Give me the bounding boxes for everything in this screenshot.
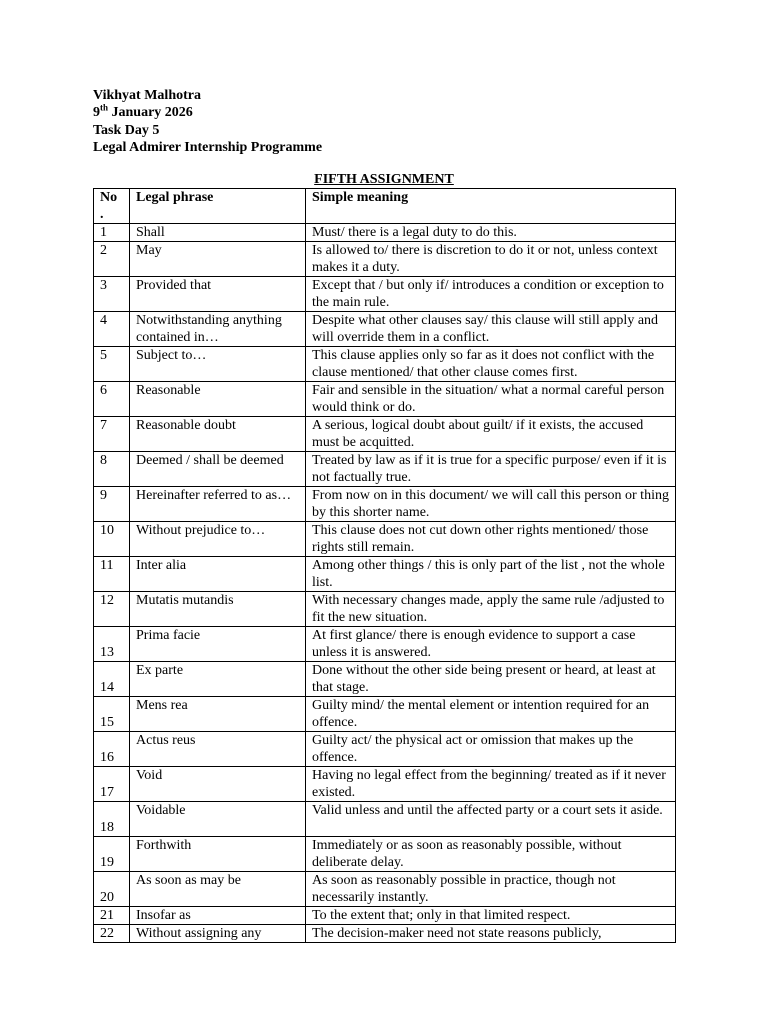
simple-meaning-cell: Treated by law as if it is true for a specific purpose/ even if it is not factually true. xyxy=(306,452,676,487)
table-header-row xyxy=(94,189,676,224)
row-number: 10 xyxy=(94,522,130,557)
simple-meaning-cell: From now on in this document/ we will call this person or thing by this shorter name. xyxy=(306,487,676,522)
table-row xyxy=(94,277,676,312)
simple-meaning-cell: This clause does not cut down other rights mentioned/ those rights still remain. xyxy=(306,522,676,557)
legal-phrase-cell: Forthwith xyxy=(130,837,306,872)
table-row xyxy=(94,522,676,557)
table-row xyxy=(94,452,676,487)
legal-phrase-cell: Voidable xyxy=(130,802,306,837)
legal-phrase-cell: Prima facie xyxy=(130,627,306,662)
legal-phrase-cell: Mens rea xyxy=(130,697,306,732)
simple-meaning-cell: Fair and sensible in the situation/ what a normal careful person would think or do. xyxy=(306,382,676,417)
simple-meaning-cell: Having no legal effect from the beginning/ treated as if it never existed. xyxy=(306,767,676,802)
column-header-phrase: Legal phrase xyxy=(130,189,306,224)
column-header-no-text: No xyxy=(100,190,118,205)
table-row xyxy=(94,627,676,662)
table-row xyxy=(94,767,676,802)
simple-meaning-cell: Among other things / this is only part of the list , not the whole list. xyxy=(306,557,676,592)
legal-phrase-cell: Without assigning any xyxy=(130,925,306,943)
simple-meaning-cell: Despite what other clauses say/ this clause will still apply and will override them in a conflict. xyxy=(306,312,676,347)
legal-phrase-cell: Ex parte xyxy=(130,662,306,697)
date-rest: January 2026 xyxy=(108,105,193,121)
table-row xyxy=(94,592,676,627)
row-number: 14 xyxy=(94,662,130,697)
row-number: 20 xyxy=(94,872,130,907)
table-row xyxy=(94,224,676,242)
table-row xyxy=(94,347,676,382)
simple-meaning-cell: A serious, logical doubt about guilt/ if it exists, the accused must be acquitted. xyxy=(306,417,676,452)
row-number: 2 xyxy=(94,242,130,277)
legal-phrase-cell: Mutatis mutandis xyxy=(130,592,306,627)
row-number: 3 xyxy=(94,277,130,312)
simple-meaning-cell: Guilty act/ the physical act or omission that makes up the offence. xyxy=(306,732,676,767)
legal-phrase-cell: Provided that xyxy=(130,277,306,312)
table-row xyxy=(94,382,676,417)
legal-phrase-cell: Reasonable doubt xyxy=(130,417,306,452)
author-name: Vikhyat Malhotra xyxy=(93,88,201,103)
column-header-meaning: Simple meaning xyxy=(306,189,676,224)
legal-phrase-cell: Actus reus xyxy=(130,732,306,767)
row-number: 5 xyxy=(94,347,130,382)
legal-phrase-cell: As soon as may be xyxy=(130,872,306,907)
row-number: 12 xyxy=(94,592,130,627)
legal-phrases-table xyxy=(93,188,676,943)
row-number: 8 xyxy=(94,452,130,487)
simple-meaning-cell: This clause applies only so far as it does not conflict with the clause mentioned/ that other clause comes first. xyxy=(306,347,676,382)
row-number: 21 xyxy=(94,907,130,925)
simple-meaning-cell: Done without the other side being present or heard, at least at that stage. xyxy=(306,662,676,697)
column-header-no xyxy=(94,189,130,224)
row-number: 6 xyxy=(94,382,130,417)
column-header-no-dot: . xyxy=(100,207,104,222)
row-number: 17 xyxy=(94,767,130,802)
legal-phrase-cell: Inter alia xyxy=(130,557,306,592)
legal-phrase-cell: Without prejudice to… xyxy=(130,522,306,557)
table-row xyxy=(94,872,676,907)
document-header xyxy=(93,87,322,157)
task-label: Task Day 5 xyxy=(93,122,160,138)
row-number: 1 xyxy=(94,224,130,242)
legal-phrase-cell: May xyxy=(130,242,306,277)
simple-meaning-cell: To the extent that; only in that limited respect. xyxy=(306,907,676,925)
table-row xyxy=(94,662,676,697)
simple-meaning-cell: Valid unless and until the affected party or a court sets it aside. xyxy=(306,802,676,837)
legal-phrase-cell: Subject to… xyxy=(130,347,306,382)
legal-phrase-cell: Void xyxy=(130,767,306,802)
table-row xyxy=(94,242,676,277)
row-number: 18 xyxy=(94,802,130,837)
table-row xyxy=(94,697,676,732)
row-number: 11 xyxy=(94,557,130,592)
legal-phrase-cell: Reasonable xyxy=(130,382,306,417)
date-day: 9 xyxy=(93,105,100,121)
table-row xyxy=(94,312,676,347)
legal-phrase-cell: Deemed / shall be deemed xyxy=(130,452,306,487)
simple-meaning-cell: Except that / but only if/ introduces a condition or exception to the main rule. xyxy=(306,277,676,312)
row-number: 19 xyxy=(94,837,130,872)
simple-meaning-cell: Guilty mind/ the mental element or intention required for an offence. xyxy=(306,697,676,732)
simple-meaning-cell: Immediately or as soon as reasonably possible, without deliberate delay. xyxy=(306,837,676,872)
row-number: 15 xyxy=(94,697,130,732)
row-number: 4 xyxy=(94,312,130,347)
simple-meaning-cell: At first glance/ there is enough evidence to support a case unless it is answered. xyxy=(306,627,676,662)
assignment-title: FIFTH ASSIGNMENT xyxy=(314,172,454,187)
programme-name: Legal Admirer Internship Programme xyxy=(93,140,323,156)
row-number: 13 xyxy=(94,627,130,662)
table-row xyxy=(94,907,676,925)
row-number: 9 xyxy=(94,487,130,522)
table-row xyxy=(94,802,676,837)
simple-meaning-cell: Must/ there is a legal duty to do this. xyxy=(306,224,676,242)
legal-phrase-cell: Notwithstanding anything contained in… xyxy=(130,312,306,347)
row-number: 22 xyxy=(94,925,130,943)
legal-phrase-cell: Hereinafter referred to as… xyxy=(130,487,306,522)
table-row xyxy=(94,732,676,767)
legal-phrase-cell: Insofar as xyxy=(130,907,306,925)
simple-meaning-cell: Is allowed to/ there is discretion to do it or not, unless context makes it a duty. xyxy=(306,242,676,277)
simple-meaning-cell: As soon as reasonably possible in practice, though not necessarily instantly. xyxy=(306,872,676,907)
simple-meaning-cell: With necessary changes made, apply the same rule /adjusted to fit the new situation. xyxy=(306,592,676,627)
table-body xyxy=(94,224,676,943)
date-suffix: th xyxy=(100,102,109,113)
table-row xyxy=(94,417,676,452)
row-number: 16 xyxy=(94,732,130,767)
simple-meaning-cell: The decision-maker need not state reasons publicly, xyxy=(306,925,676,943)
document-date xyxy=(93,104,322,121)
table-row xyxy=(94,837,676,872)
table-row xyxy=(94,925,676,943)
table-row xyxy=(94,487,676,522)
row-number: 7 xyxy=(94,417,130,452)
table-row xyxy=(94,557,676,592)
legal-phrase-cell: Shall xyxy=(130,224,306,242)
